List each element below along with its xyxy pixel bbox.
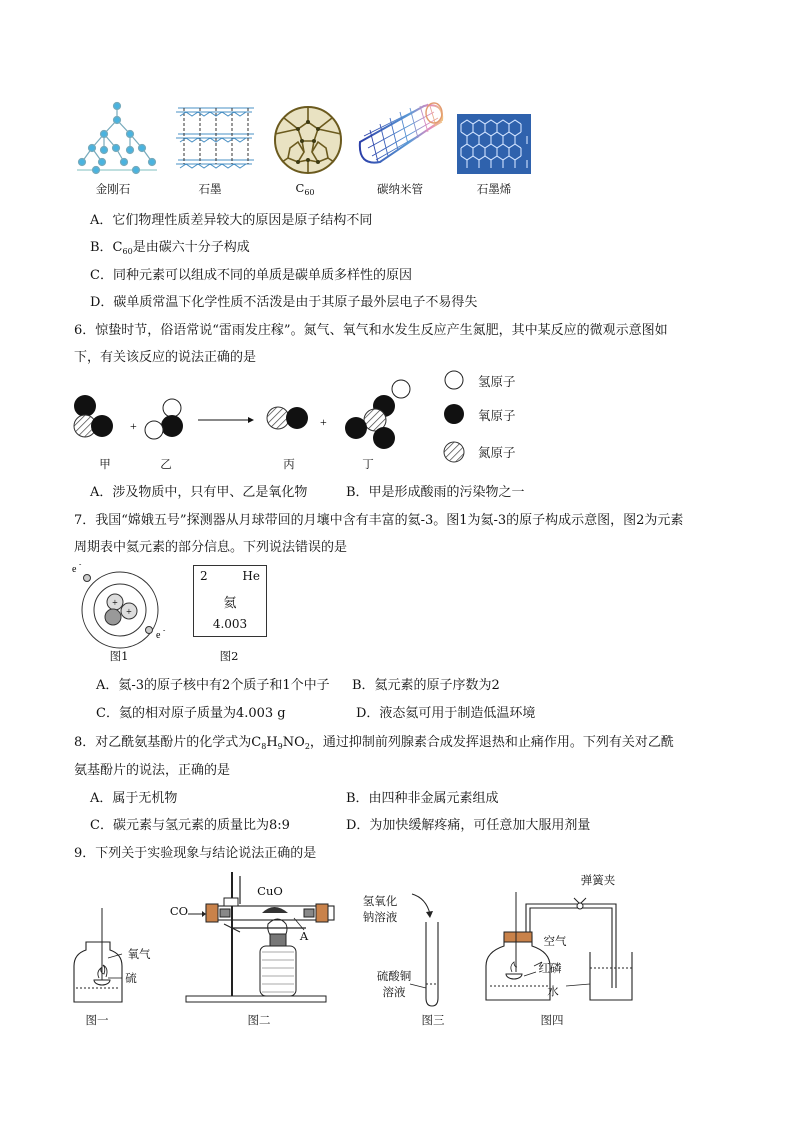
- graphene-image: [457, 114, 531, 174]
- q8-option-b: B．由四种非金属元素组成: [346, 791, 499, 806]
- q8-stem-line1: 8．对乙酰氨基酚片的化学式为$C_8H_9NO_2$，通过抑制前列腺素合成发挥退热和止痛作用。下列有关对乙酰: [74, 735, 674, 751]
- electron-1: [84, 575, 91, 582]
- svg-text:-: -: [79, 560, 82, 568]
- element-name: 氦: [223, 596, 237, 611]
- label-ding: 丁: [362, 457, 374, 471]
- fig4-label-water: 水: [547, 984, 559, 998]
- graphite-structure-image: [174, 98, 258, 178]
- plus-sign-2: +: [320, 415, 327, 429]
- carbon-nanotube-image: [354, 100, 446, 170]
- svg-text:e: e: [72, 564, 77, 575]
- q6-option-a: A．涉及物质中，只有甲、乙是氧化物: [90, 485, 308, 500]
- plus-sign-1: +: [130, 419, 137, 433]
- fig4-caption: 图四: [540, 1013, 564, 1027]
- element-atomic-number: 2: [200, 569, 208, 583]
- formula-acetaminophen: $C_8H_9NO_2$: [251, 735, 310, 751]
- molecule-jia: [74, 395, 113, 437]
- svg-text:-: -: [163, 626, 166, 634]
- fig3-label-naoh-2: 钠溶液: [362, 910, 398, 924]
- label-yi: 乙: [160, 457, 172, 471]
- c60-structure-image: [272, 104, 344, 176]
- legend-hydrogen-label: 氢原子: [478, 374, 516, 389]
- fig3-label-cuso4-2: 溶液: [382, 985, 406, 999]
- fig1-caption: 图一: [85, 1013, 109, 1027]
- reaction-diagram: [68, 368, 528, 458]
- svg-text:+: +: [126, 607, 132, 618]
- neutron: [105, 609, 121, 625]
- element-symbol: He: [242, 569, 260, 583]
- fig1-caption: 图1: [109, 649, 129, 663]
- q8-stem-line2: 氨基酚片的说法，正确的是: [74, 763, 231, 778]
- fig4-label-clamp: 弹簧夹: [580, 873, 616, 887]
- legend-hydrogen-icon: [445, 371, 463, 389]
- q8-option-c: C．碳元素与氢元素的质量比为8:9: [90, 818, 290, 833]
- fig3-label-naoh-1: 氢氧化: [362, 894, 398, 908]
- fig2-caption: 图2: [219, 649, 239, 663]
- graphite-caption: 石墨: [198, 182, 222, 196]
- q9-stem: 9．下列关于实验现象与结论说法正确的是: [74, 846, 317, 861]
- diamond-structure-image: [72, 98, 162, 178]
- fig2-caption: 图二: [247, 1013, 271, 1027]
- molecule-ding: [345, 380, 410, 449]
- fig4-label-red-phosphorus: 红磷: [538, 961, 562, 975]
- q5-option-b: B．$C_{60}$是由碳六十分子构成: [90, 240, 250, 256]
- svg-text:e: e: [156, 630, 161, 641]
- element-mass: 4.003: [212, 617, 248, 631]
- label-bing: 丙: [283, 457, 295, 471]
- diamond-caption: 金刚石: [95, 182, 131, 196]
- q7-option-a: A．氦-3的原子核中有2个质子和1个中子: [96, 678, 330, 693]
- electron-2: [146, 627, 153, 634]
- q8-option-d: D．为加快缓解疼痛，可任意加大服用剂量: [346, 818, 591, 833]
- q7-option-d: D．液态氦可用于制造低温环境: [356, 706, 536, 721]
- q6-stem-line1: 6．惊蛰时节，俗语常说“雷雨发庄稼”。氮气、氧气和水发生反应产生氮肥，其中某反应的微观示意图如: [74, 323, 668, 338]
- fig4-label-air: 空气: [543, 934, 567, 948]
- fig1-label-sulfur: 硫: [125, 971, 137, 985]
- fig2-label-co: CO: [169, 904, 189, 918]
- legend-nitrogen-label: 氮原子: [478, 445, 516, 460]
- molecule-yi: [145, 399, 183, 439]
- q8-option-a: A．属于无机物: [90, 791, 178, 806]
- q7-option-b: B．氦元素的原子序数为2: [352, 678, 500, 693]
- fig2-label-cuo: CuO: [257, 884, 283, 898]
- q7-stem-line1: 7．我国“嫦娥五号”探测器从月球带回的月壤中含有丰富的氦-3。图1为氦-3的原子构成示意图，图2为元素: [74, 513, 684, 528]
- molecule-bing: [267, 407, 308, 429]
- experiment-fig2-image: [166, 868, 336, 1008]
- q5-option-d: D．碳单质常温下化学性质不活泼是由于其原子最外层电子不易得失: [90, 295, 478, 310]
- q6-stem-line2: 下，有关该反应的说法正确的是: [74, 350, 257, 365]
- nanotube-caption: 碳纳米管: [377, 182, 423, 196]
- q5-option-a: A．它们物理性质差异较大的原因是原子结构不同: [90, 213, 373, 228]
- svg-text:+: +: [112, 598, 118, 609]
- fig2-label-a: A: [299, 929, 309, 943]
- fig1-label-oxygen: 氧气: [127, 947, 151, 961]
- q5-option-c: C．同种元素可以组成不同的单质是碳单质多样性的原因: [90, 268, 412, 283]
- fig3-caption: 图三: [421, 1013, 445, 1027]
- q7-stem-line2: 周期表中氦元素的部分信息。下列说法错误的是: [74, 540, 348, 555]
- q6-option-b: B．甲是形成酸雨的污染物之一: [346, 485, 525, 500]
- q7-option-c: C．氦的相对原子质量为4.003 g: [96, 706, 286, 721]
- fig3-label-cuso4-1: 硫酸铜: [376, 969, 412, 983]
- legend-nitrogen-icon: [444, 442, 464, 462]
- helium-element-card: [193, 565, 267, 637]
- helium-atom-diagram: [70, 560, 170, 646]
- legend-oxygen-icon: [444, 404, 464, 424]
- legend-oxygen-label: 氧原子: [478, 408, 516, 423]
- label-jia: 甲: [99, 457, 111, 471]
- c60-caption: $C_{60}$: [295, 181, 315, 197]
- graphene-caption: 石墨烯: [476, 182, 512, 196]
